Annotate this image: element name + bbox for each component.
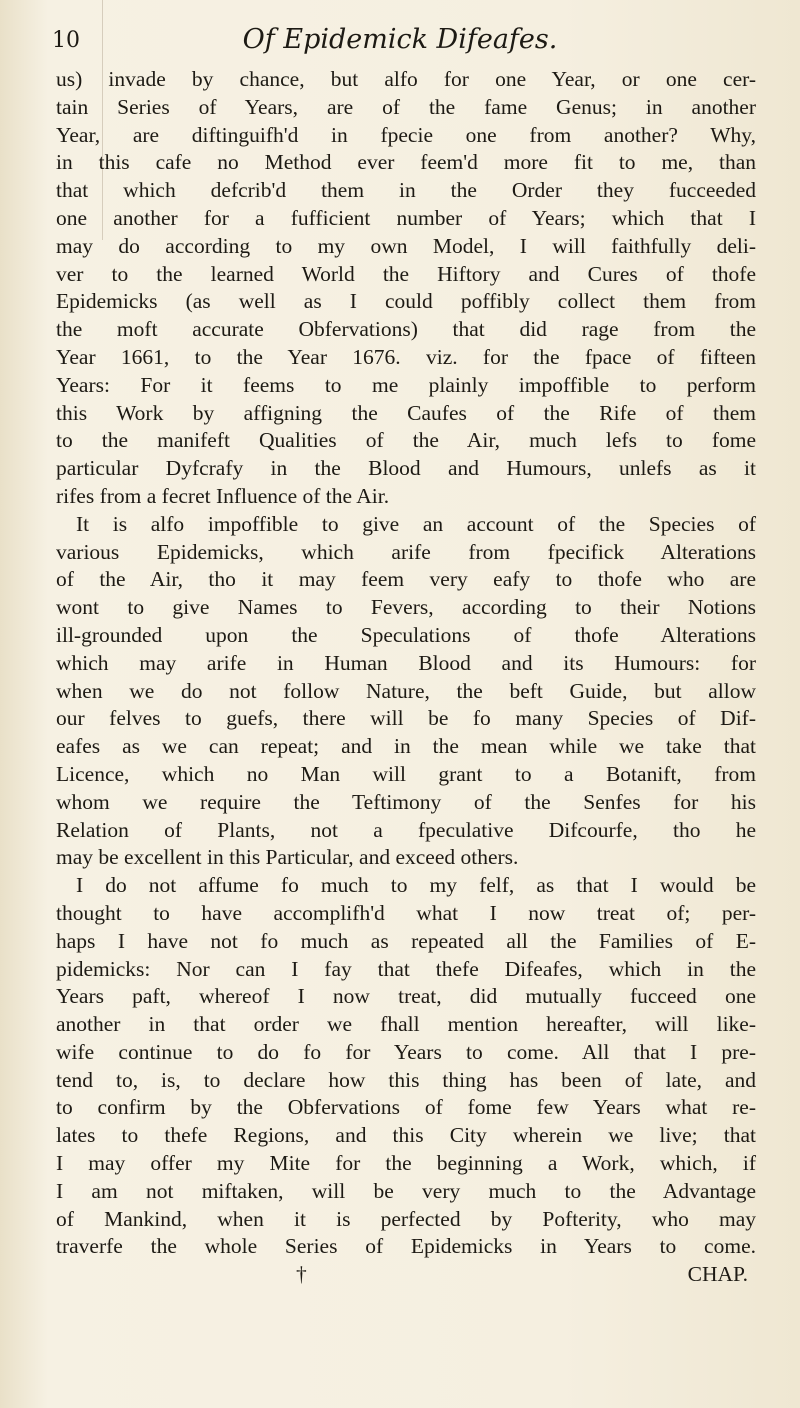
running-title: Of Epidemick Difeafes.: [242, 24, 558, 55]
page-number: 10: [52, 28, 80, 53]
page-header: [40, 22, 760, 62]
text-line: wont to give Names to Fevers, according to their Notions: [56, 595, 756, 620]
text-line: Epidemicks (as well as I could poffibly collect them from: [56, 289, 756, 314]
text-line: ver to the learned World the Hiftory and Cures of thofe: [56, 261, 756, 286]
text-line: pidemicks: Nor can I fay that thefe Difeafes, which in the: [56, 956, 756, 981]
text-line: particular Dyfcrafy in the Blood and Humours, unlefs as it: [56, 456, 756, 481]
text-line: of Mankind, when it is perfected by Pofterity, who may: [56, 1206, 756, 1231]
text-line: that which defcrib'd them in the Order they fucceeded: [56, 178, 756, 203]
text-line: may do according to my own Model, I will faithfully deli-: [56, 233, 756, 258]
text-line: whom we require the Teftimony of the Senfes for his: [56, 789, 756, 814]
text-line: I am not miftaken, will be very much to the Advantage: [56, 1178, 756, 1203]
text-line: to the manifeft Qualities of the Air, much lefs to fome: [56, 428, 756, 453]
text-line: ill-grounded upon the Speculations of thofe Alterations: [56, 622, 756, 647]
text-line: tain Series of Years, are of the fame Genus; in another: [56, 94, 756, 119]
signature-mark: †: [296, 1262, 307, 1287]
text-line: lates to thefe Regions, and this City wherein we live; that: [56, 1123, 756, 1148]
text-line: Years: For it feems to me plainly impoffible to perform: [56, 372, 756, 397]
page-footer: [56, 1261, 756, 1289]
text-line: Year, are diftinguifh'd in fpecie one from another? Why,: [56, 122, 756, 147]
text-line: eafes as we can repeat; and in the mean while we take that: [56, 734, 756, 759]
catchword: CHAP.: [687, 1262, 748, 1287]
text-line: the moft accurate Obfervations) that did rage from the: [56, 317, 756, 342]
text-line: Year 1661, to the Year 1676. viz. for the fpace of fifteen: [56, 344, 756, 369]
text-line: Relation of Plants, not a fpeculative Difcourfe, tho he: [56, 817, 756, 842]
text-line: when we do not follow Nature, the beft Guide, but allow: [56, 678, 756, 703]
text-line: this Work by affigning the Caufes of the Rife of them: [56, 400, 756, 425]
paragraph-start-line: It is alfo impoffible to give an account of the Species of: [76, 511, 756, 536]
text-line: rifes from a fecret Influence of the Air.: [56, 483, 390, 508]
text-line: of the Air, tho it may feem very eafy to thofe who are: [56, 567, 756, 592]
text-line: I may offer my Mite for the beginning a Work, which, if: [56, 1151, 756, 1176]
text-line: Years paft, whereof I now treat, did mutually fucceed one: [56, 984, 756, 1009]
text-line: one another for a fufficient number of Years; which that I: [56, 205, 756, 230]
text-line: which may arife in Human Blood and its Humours: for: [56, 650, 756, 675]
text-line: various Epidemicks, which arife from fpecifick Alterations: [56, 539, 756, 564]
text-line: our felves to guefs, there will be fo many Species of Dif-: [56, 706, 756, 731]
text-line: us) invade by chance, but alfo for one Year, or one cer-: [56, 67, 756, 91]
text-line: haps I have not fo much as repeated all the Families of E-: [56, 928, 756, 953]
text-line: in this cafe no Method ever feem'd more fit to me, than: [56, 150, 756, 175]
body-text: [56, 66, 756, 1289]
text-line: thought to have accomplifh'd what I now treat of; per-: [56, 900, 756, 925]
paragraph-start-line: I do not affume fo much to my felf, as that I would be: [76, 873, 756, 898]
text-line: may be excellent in this Particular, and exceed others.: [56, 845, 519, 870]
text-line: Licence, which no Man will grant to a Botanift, from: [56, 761, 756, 786]
text-line: tend to, is, to declare how this thing has been of late, and: [56, 1067, 756, 1092]
text-line: another in that order we fhall mention hereafter, will like-: [56, 1012, 756, 1037]
text-line: wife continue to do fo for Years to come. All that I pre-: [56, 1039, 756, 1064]
text-line: to confirm by the Obfervations of fome few Years what re-: [56, 1095, 756, 1120]
text-line: traverfe the whole Series of Epidemicks in Years to come.: [56, 1234, 756, 1259]
